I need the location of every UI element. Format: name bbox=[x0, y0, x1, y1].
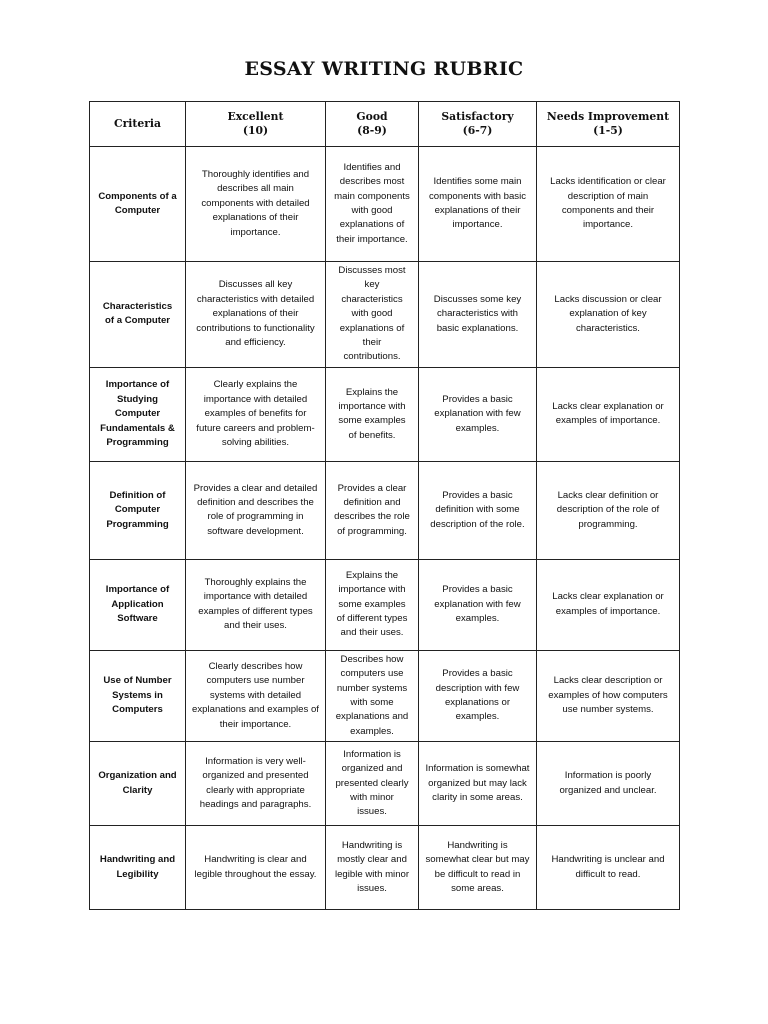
needs-improvement-cell: Lacks identification or clear description of main components and their importance. bbox=[537, 147, 680, 262]
excellent-cell: Clearly explains the importance with detailed examples of benefits for future careers and problem-solving abilities. bbox=[186, 367, 326, 461]
column-header-good bbox=[326, 102, 419, 147]
criterion-cell: Characteristics of a Computer bbox=[90, 262, 186, 368]
criterion-cell: Organization and Clarity bbox=[90, 742, 186, 826]
needs-improvement-cell: Lacks clear definition or description of the role of programming. bbox=[537, 461, 680, 559]
column-header-label: Criteria bbox=[113, 117, 162, 130]
satisfactory-cell: Provides a basic definition with some description of the role. bbox=[419, 461, 537, 559]
good-cell: Describes how computers use number systems with some explanations and examples. bbox=[326, 650, 419, 741]
excellent-cell: Information is very well-organized and presented clearly with appropriate headings and paragraphs. bbox=[186, 742, 326, 826]
satisfactory-cell: Identifies some main components with basic explanations of their importance. bbox=[419, 147, 537, 262]
excellent-cell: Clearly describes how computers use number systems with detailed explanations and examples of their importance. bbox=[186, 650, 326, 741]
criterion-cell: Definition of Computer Programming bbox=[90, 461, 186, 559]
needs-improvement-cell: Information is poorly organized and unclear. bbox=[537, 742, 680, 826]
good-cell: Provides a clear definition and describes the role of programming. bbox=[326, 461, 419, 559]
satisfactory-cell: Handwriting is somewhat clear but may be difficult to read in some areas. bbox=[419, 826, 537, 910]
excellent-cell: Thoroughly explains the importance with detailed examples of different types and their uses. bbox=[186, 559, 326, 650]
column-header-range: (6-7) bbox=[462, 124, 493, 137]
satisfactory-cell: Discusses some key characteristics with basic explanations. bbox=[419, 262, 537, 368]
column-header-range: (1-5) bbox=[593, 124, 623, 137]
table-row bbox=[90, 461, 680, 559]
needs-improvement-cell: Lacks discussion or clear explanation of key characteristics. bbox=[537, 262, 680, 368]
criterion-cell: Importance of Studying Computer Fundamentals & Programming bbox=[90, 367, 186, 461]
column-header-label: Excellent bbox=[227, 110, 284, 123]
table-row bbox=[90, 826, 680, 910]
column-header-range: (10) bbox=[242, 124, 269, 137]
column-header-label: Good bbox=[356, 110, 388, 123]
column-header-satisfactory bbox=[419, 102, 537, 147]
criterion-cell: Importance of Application Software bbox=[90, 559, 186, 650]
table-row bbox=[90, 147, 680, 262]
good-cell: Handwriting is mostly clear and legible with minor issues. bbox=[326, 826, 419, 910]
table-row bbox=[90, 742, 680, 826]
rubric-table bbox=[89, 101, 680, 910]
good-cell: Explains the importance with some examples of different types and their uses. bbox=[326, 559, 419, 650]
satisfactory-cell: Provides a basic description with few explanations or examples. bbox=[419, 650, 537, 741]
satisfactory-cell: Provides a basic explanation with few examples. bbox=[419, 367, 537, 461]
good-cell: Information is organized and presented clearly with minor issues. bbox=[326, 742, 419, 826]
table-row bbox=[90, 559, 680, 650]
column-header-label: Needs Improvement bbox=[546, 110, 670, 123]
criterion-cell: Handwriting and Legibility bbox=[90, 826, 186, 910]
column-header-excellent bbox=[186, 102, 326, 147]
needs-improvement-cell: Lacks clear description or examples of how computers use number systems. bbox=[537, 650, 680, 741]
good-cell: Discusses most key characteristics with good explanations of their contributions. bbox=[326, 262, 419, 368]
column-header-label: Satisfactory bbox=[441, 110, 514, 123]
excellent-cell: Handwriting is clear and legible throughout the essay. bbox=[186, 826, 326, 910]
criterion-cell: Components of a Computer bbox=[90, 147, 186, 262]
column-header-criteria bbox=[90, 102, 186, 147]
excellent-cell: Thoroughly identifies and describes all main components with detailed explanations of their importance. bbox=[186, 147, 326, 262]
excellent-cell: Provides a clear and detailed definition and describes the role of programming in software development. bbox=[186, 461, 326, 559]
page-title: ESSAY WRITING RUBRIC bbox=[244, 58, 524, 80]
criterion-cell: Use of Number Systems in Computers bbox=[90, 650, 186, 741]
header-row bbox=[90, 102, 680, 147]
needs-improvement-cell: Lacks clear explanation or examples of importance. bbox=[537, 367, 680, 461]
excellent-cell: Discusses all key characteristics with detailed explanations of their contributions to functionality and efficiency. bbox=[186, 262, 326, 368]
table-row bbox=[90, 650, 680, 741]
column-header-needs-improvement bbox=[537, 102, 680, 147]
satisfactory-cell: Provides a basic explanation with few examples. bbox=[419, 559, 537, 650]
good-cell: Explains the importance with some examples of benefits. bbox=[326, 367, 419, 461]
good-cell: Identifies and describes most main components with good explanations of their importance. bbox=[326, 147, 419, 262]
table-row bbox=[90, 367, 680, 461]
table-row bbox=[90, 262, 680, 368]
needs-improvement-cell: Lacks clear explanation or examples of importance. bbox=[537, 559, 680, 650]
needs-improvement-cell: Handwriting is unclear and difficult to read. bbox=[537, 826, 680, 910]
satisfactory-cell: Information is somewhat organized but may lack clarity in some areas. bbox=[419, 742, 537, 826]
column-header-range: (8-9) bbox=[357, 124, 387, 137]
